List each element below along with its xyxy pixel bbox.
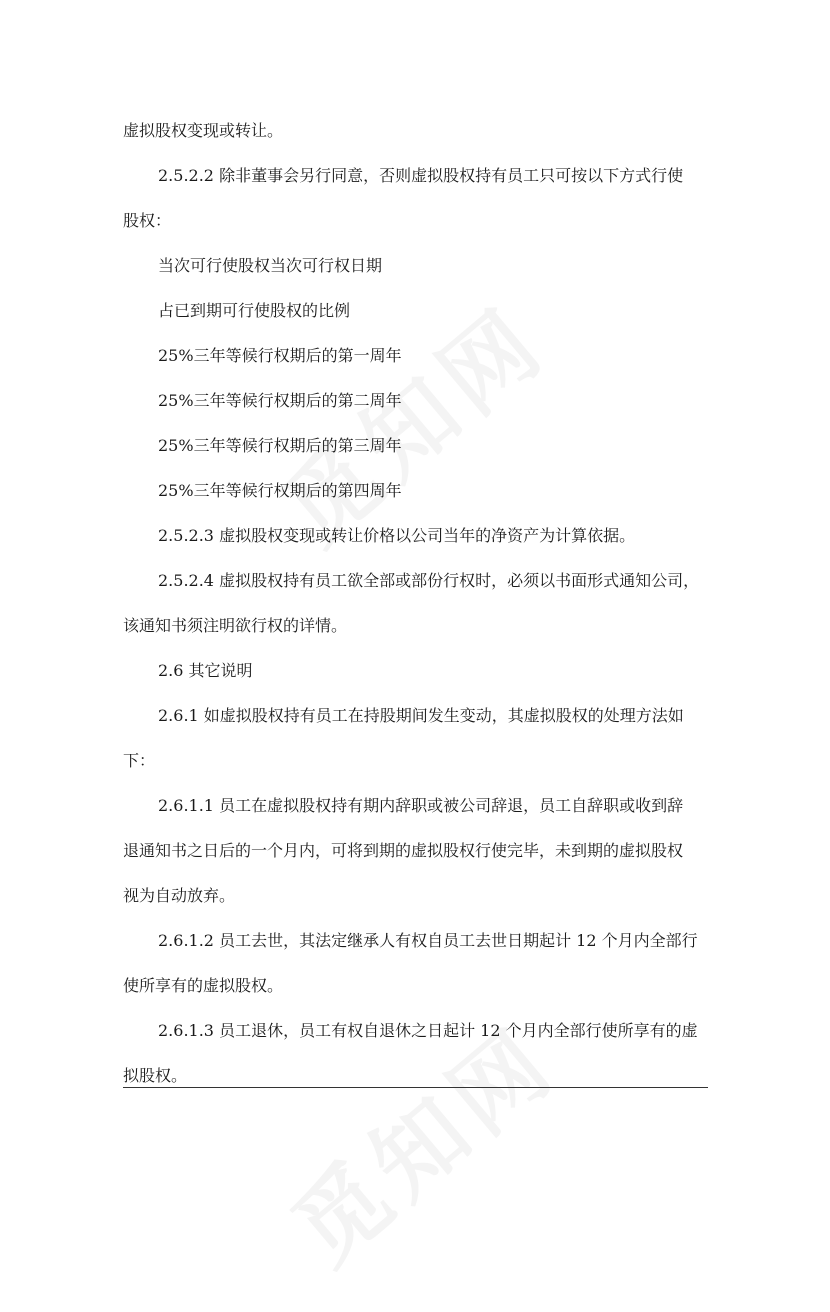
document-body bbox=[123, 108, 708, 1098]
list-item: 25%三年等候行权期后的第一周年 bbox=[158, 346, 402, 365]
paragraph-2-6-1-2: 2.6.1.2 员工去世，其法定继承人有权自员工去世日期起计 12 个月内全部行 bbox=[158, 931, 698, 950]
paragraph-2-6-1: 2.6.1 如虚拟股权持有员工在持股期间发生变动，其虚拟股权的处理方法如 bbox=[158, 706, 684, 725]
section-heading-2-6: 2.6 其它说明 bbox=[158, 661, 253, 680]
paragraph-continuation: 下： bbox=[123, 751, 156, 770]
paragraph-continuation: 退通知书之日后的一个月内，可将到期的虚拟股权行使完毕，未到期的虚拟股权 bbox=[123, 841, 684, 860]
paragraph-continuation: 使所享有的虚拟股权。 bbox=[123, 976, 284, 995]
list-item: 当次可行使股权当次可行权日期 bbox=[158, 256, 383, 275]
paragraph-2-6-1-3: 2.6.1.3 员工退休，员工有权自退休之日起计 12 个月内全部行使所享有的虚 bbox=[158, 1021, 698, 1040]
list-item: 25%三年等候行权期后的第三周年 bbox=[158, 436, 402, 455]
paragraph-2-5-2-3: 2.5.2.3 虚拟股权变现或转让价格以公司当年的净资产为计算依据。 bbox=[158, 526, 636, 545]
footer-divider bbox=[123, 1087, 708, 1088]
paragraph-continuation: 拟股权。 bbox=[123, 1066, 188, 1085]
paragraph-continuation: 视为自动放弃。 bbox=[123, 886, 236, 905]
paragraph-2-6-1-1: 2.6.1.1 员工在虚拟股权持有期内辞职或被公司辞退，员工自辞职或收到辞 bbox=[158, 796, 684, 815]
paragraph-1: 虚拟股权变现或转让。 bbox=[123, 121, 284, 140]
list-item: 占已到期可行使股权的比例 bbox=[158, 301, 351, 320]
paragraph-continuation: 股权： bbox=[123, 211, 172, 230]
paragraph-2-5-2-2: 2.5.2.2 除非董事会另行同意，否则虚拟股权持有员工只可按以下方式行使 bbox=[158, 166, 684, 185]
paragraph-2-5-2-4: 2.5.2.4 虚拟股权持有员工欲全部或部份行权时，必须以书面形式通知公司， bbox=[158, 571, 700, 590]
list-item: 25%三年等候行权期后的第四周年 bbox=[158, 481, 402, 500]
paragraph-continuation: 该通知书须注明欲行权的详情。 bbox=[123, 616, 348, 635]
list-item: 25%三年等候行权期后的第二周年 bbox=[158, 391, 402, 410]
